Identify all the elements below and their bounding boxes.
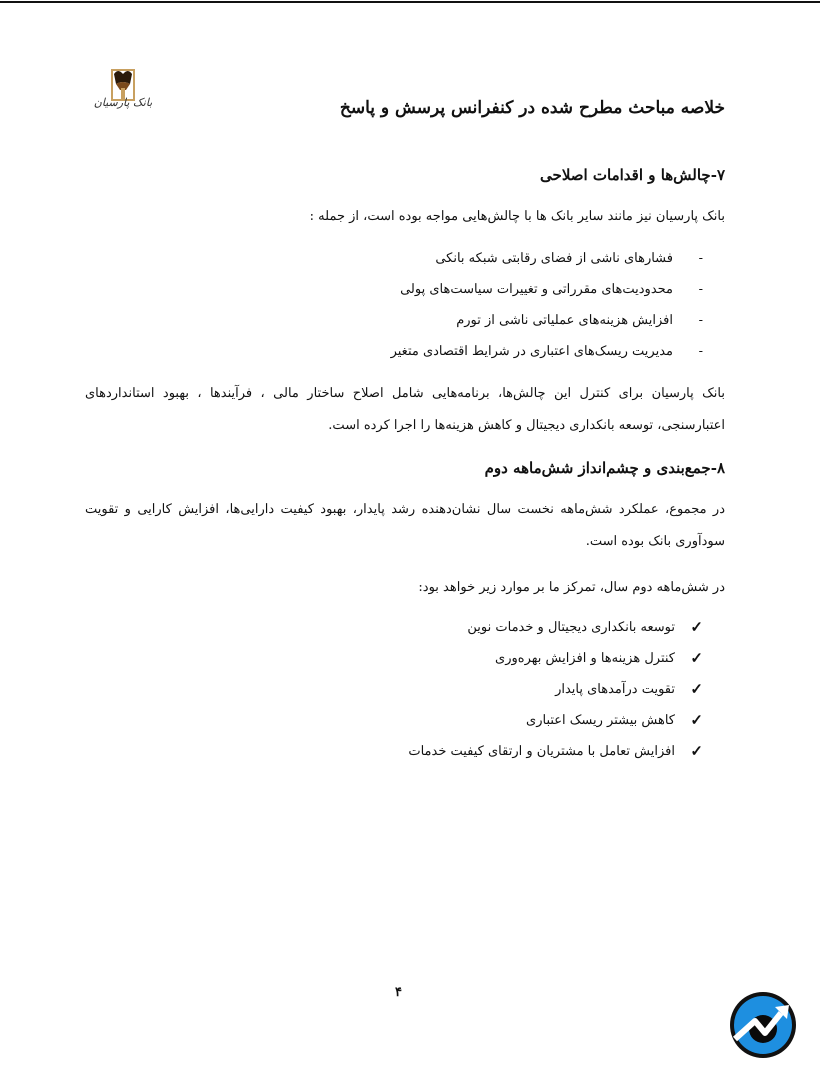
list-item-text: توسعه بانکداری دیجیتال و خدمات نوین xyxy=(467,620,675,635)
section8-focus-intro: در شش‌ماهه دوم سال، تمرکز ما بر موارد زیر خواهد بود: xyxy=(418,580,725,595)
page-title: خلاصه مباحث مطرح شده در کنفرانس پرسش و پاسخ xyxy=(339,98,725,118)
list-item xyxy=(303,612,703,643)
dash-bullet: - xyxy=(698,344,703,359)
focus-checklist xyxy=(303,612,703,767)
section8-heading: ۸-جمع‌بندی و چشم‌انداز شش‌ماهه دوم xyxy=(484,459,725,477)
list-item xyxy=(303,336,703,367)
trend-arrow-badge-icon xyxy=(729,991,797,1059)
list-item xyxy=(303,643,703,674)
list-item-text: تقویت درآمدهای پایدار xyxy=(555,682,675,697)
list-item xyxy=(303,705,703,736)
section7-closing: بانک پارسیان برای کنترل این چالش‌ها، برنامه‌هایی شامل اصلاح ساختار مالی ، فرآیندها ، بهبود استانداردهای اعتبارسنجی، توسعه بانکداری دیجیتال و کاهش هزینه‌ها را اجرا کرده است. xyxy=(85,386,725,433)
checkmark-icon: ✓ xyxy=(690,711,703,729)
list-item-text: فشارهای ناشی از فضای رقابتی شبکه بانکی xyxy=(435,251,673,266)
checkmark-icon: ✓ xyxy=(690,649,703,667)
list-item xyxy=(303,674,703,705)
dash-bullet: - xyxy=(698,282,703,297)
section7-heading: ۷-چالش‌ها و اقدامات اصلاحی xyxy=(540,166,725,184)
list-item xyxy=(303,736,703,767)
checkmark-icon: ✓ xyxy=(690,742,703,760)
list-item xyxy=(303,305,703,336)
page-number: ۴ xyxy=(395,985,402,1000)
top-rule xyxy=(0,1,820,3)
list-item-text: کنترل هزینه‌ها و افزایش بهره‌وری xyxy=(495,651,675,666)
list-item-text: محدودیت‌های مقرراتی و تغییرات سیاست‌های پولی xyxy=(400,282,673,297)
logo-caption: بانک پارسیان xyxy=(93,96,153,109)
section8-summary: در مجموع، عملکرد شش‌ماهه نخست سال نشان‌دهنده رشد پایدار، بهبود کیفیت دارایی‌ها، افزایش کارایی و تقویت سودآوری بانک بوده است. xyxy=(85,502,725,549)
list-item-text: افزایش تعامل با مشتریان و ارتقای کیفیت خدمات xyxy=(408,744,675,759)
list-item-text: کاهش بیشتر ریسک اعتباری xyxy=(526,713,675,728)
challenges-list xyxy=(303,243,703,367)
section7-intro: بانک پارسیان نیز مانند سایر بانک ها با چالش‌هایی مواجه بوده است، از جمله : xyxy=(309,209,725,224)
list-item xyxy=(303,274,703,305)
list-item-text: مدیریت ریسک‌های اعتباری در شرایط اقتصادی متغیر xyxy=(390,344,673,359)
checkmark-icon: ✓ xyxy=(690,618,703,636)
checkmark-icon: ✓ xyxy=(690,680,703,698)
list-item-text: افزایش هزینه‌های عملیاتی ناشی از تورم xyxy=(456,313,673,328)
dash-bullet: - xyxy=(698,251,703,266)
dash-bullet: - xyxy=(698,313,703,328)
list-item xyxy=(303,243,703,274)
